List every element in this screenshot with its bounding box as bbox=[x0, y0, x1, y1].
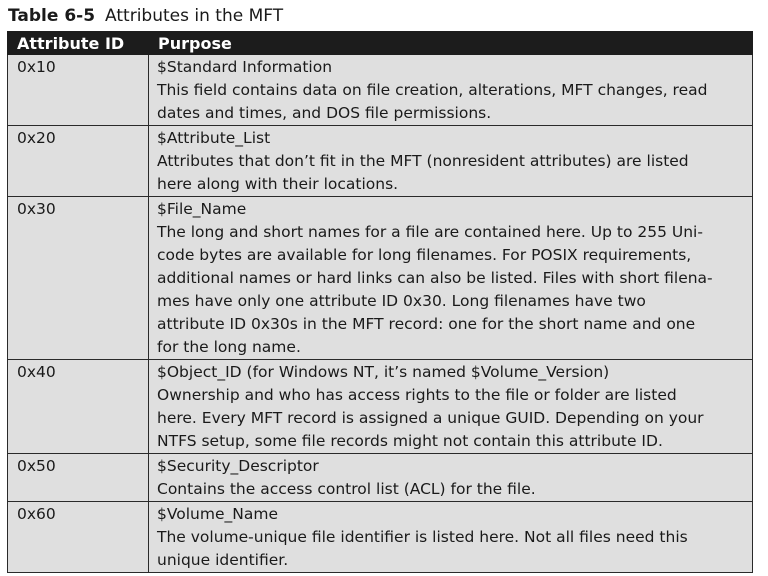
description-line: attribute ID 0x30s in the MFT record: one for the short name and one bbox=[157, 315, 696, 333]
purpose-cell bbox=[149, 55, 753, 126]
purpose-cell bbox=[149, 197, 753, 360]
description-line: for the long name. bbox=[157, 338, 301, 356]
attribute-id-cell: 0x60 bbox=[8, 502, 149, 573]
purpose-cell bbox=[149, 360, 753, 454]
attribute-id-cell: 0x30 bbox=[8, 197, 149, 360]
attribute-id-cell: 0x20 bbox=[8, 126, 149, 197]
column-header-purpose: Purpose bbox=[149, 32, 753, 55]
attribute-name: $Attribute_List bbox=[157, 129, 271, 147]
table-row bbox=[8, 360, 753, 454]
purpose-cell bbox=[149, 454, 753, 502]
attribute-id-cell: 0x50 bbox=[8, 454, 149, 502]
description-line: Contains the access control list (ACL) for the file. bbox=[157, 480, 536, 498]
table-number: Table 6-5 bbox=[8, 6, 96, 26]
description-line: here. Every MFT record is assigned a unique GUID. Depending on your bbox=[157, 409, 704, 427]
attribute-name: $Volume_Name bbox=[157, 505, 278, 523]
table-caption bbox=[8, 3, 283, 29]
purpose-cell bbox=[149, 502, 753, 573]
description-line: The volume-unique file identifier is listed here. Not all files need this bbox=[157, 528, 688, 546]
description-line: additional names or hard links can also be listed. Files with short filena- bbox=[157, 269, 713, 287]
attribute-name: $Security_Descriptor bbox=[157, 457, 319, 475]
attribute-name: $Object_ID (for Windows NT, it’s named $Volume_Version) bbox=[157, 363, 610, 381]
table-title: Attributes in the MFT bbox=[105, 6, 284, 26]
purpose-cell bbox=[149, 126, 753, 197]
header-row bbox=[8, 32, 753, 55]
table-row bbox=[8, 197, 753, 360]
table-row bbox=[8, 502, 753, 573]
attribute-name: $File_Name bbox=[157, 200, 247, 218]
table-row bbox=[8, 126, 753, 197]
column-header-attribute-id: Attribute ID bbox=[8, 32, 149, 55]
description-line: This field contains data on file creation, alterations, MFT changes, read bbox=[157, 81, 708, 99]
description-line: unique identifier. bbox=[157, 551, 289, 569]
description-line: Ownership and who has access rights to the file or folder are listed bbox=[157, 386, 677, 404]
description-line: dates and times, and DOS file permissions. bbox=[157, 104, 492, 122]
description-line: mes have only one attribute ID 0x30. Long filenames have two bbox=[157, 292, 646, 310]
description-line: NTFS setup, some file records might not contain this attribute ID. bbox=[157, 432, 663, 450]
description-line: here along with their locations. bbox=[157, 175, 399, 193]
attribute-id-cell: 0x40 bbox=[8, 360, 149, 454]
attribute-id-cell: 0x10 bbox=[8, 55, 149, 126]
table-row bbox=[8, 55, 753, 126]
attribute-name: $Standard Information bbox=[157, 58, 333, 76]
description-line: The long and short names for a file are contained here. Up to 255 Uni- bbox=[157, 223, 703, 241]
attributes-table bbox=[7, 31, 753, 573]
table-row bbox=[8, 454, 753, 502]
description-line: code bytes are available for long filenames. For POSIX requirements, bbox=[157, 246, 692, 264]
description-line: Attributes that don’t fit in the MFT (nonresident attributes) are listed bbox=[157, 152, 689, 170]
